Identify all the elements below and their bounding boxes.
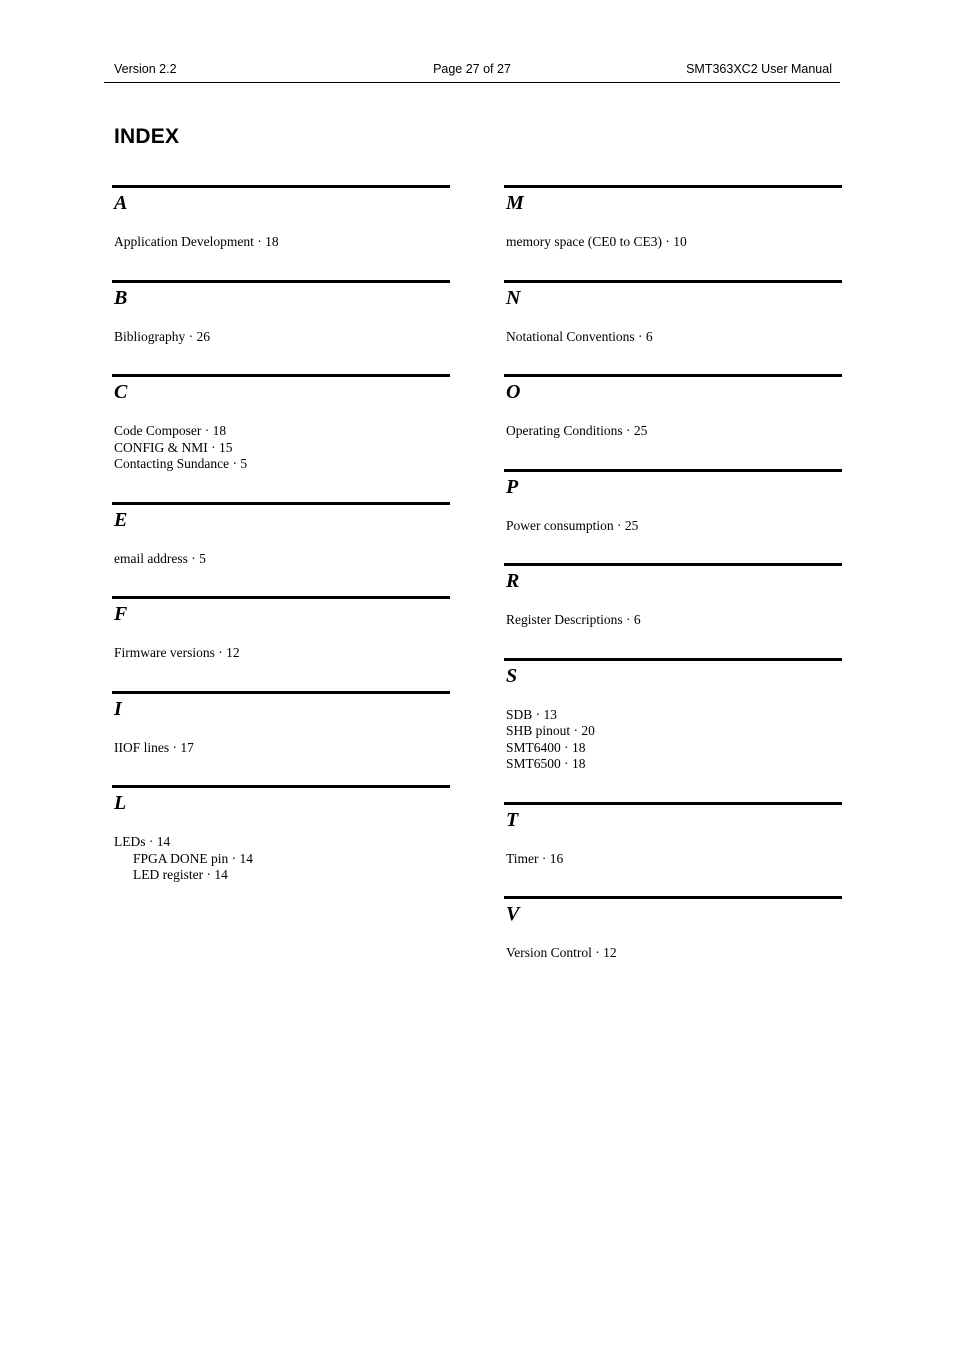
index-entry[interactable]: email address · 5 (114, 550, 206, 566)
index-entry[interactable]: SMT6400 · 18 (506, 739, 586, 755)
section-entries (506, 851, 842, 882)
index-section-l (112, 785, 450, 898)
index-section-n (504, 280, 842, 360)
index-section-b (112, 280, 450, 360)
section-letter: O (506, 381, 521, 403)
index-entry[interactable]: Power consumption · 25 (506, 517, 639, 533)
section-letter: R (506, 570, 520, 592)
index-entry[interactable]: Register Descriptions · 6 (506, 612, 641, 627)
index-section-e (112, 502, 450, 582)
header-version: Version 2.2 (114, 62, 177, 76)
index-section-i (112, 691, 450, 771)
page-title: INDEX (114, 125, 180, 148)
section-entries (506, 423, 842, 454)
index-subentry[interactable]: LED register · 14 (133, 867, 228, 882)
section-entries (114, 645, 450, 676)
index-left-column (112, 185, 450, 913)
index-section-m (504, 185, 842, 265)
section-entries (506, 707, 842, 787)
section-entries (506, 329, 842, 360)
section-letter: M (506, 192, 524, 214)
index-entry[interactable]: Notational Conventions · 6 (506, 328, 653, 344)
section-letter: N (506, 286, 521, 309)
index-entry[interactable]: Code Composer · 18 (114, 423, 227, 438)
index-entry[interactable]: CONFIG & NMI · 15 (114, 439, 233, 455)
section-letter: P (506, 475, 519, 498)
index-entry[interactable]: SMT6500 · 18 (506, 756, 586, 771)
section-letter: V (506, 903, 520, 925)
index-entry[interactable]: Timer · 16 (506, 850, 564, 866)
index-entry[interactable]: Operating Conditions · 25 (506, 423, 648, 438)
index-entry[interactable]: SHB pinout · 20 (506, 723, 595, 738)
header-document-title: SMT363XC2 User Manual (686, 62, 832, 76)
index-entry[interactable]: IIOF lines · 17 (114, 739, 194, 755)
section-letter: B (114, 286, 128, 309)
section-entries (506, 945, 842, 976)
section-letter: C (114, 381, 128, 403)
index-section-t (504, 802, 842, 882)
header-page-number: Page 27 of 27 (433, 62, 511, 76)
index-section-s (504, 658, 842, 787)
section-entries (114, 423, 450, 487)
section-letter: S (506, 664, 518, 687)
index-section-a (112, 185, 450, 265)
section-letter: L (114, 792, 127, 814)
section-entries (114, 329, 450, 360)
index-section-v (504, 896, 842, 976)
index-section-p (504, 469, 842, 549)
index-entry[interactable]: Application Development · 18 (114, 234, 279, 249)
section-letter: T (506, 808, 519, 831)
page-header (104, 60, 840, 83)
index-entry[interactable]: Firmware versions · 12 (114, 645, 240, 660)
section-letter: E (114, 508, 128, 531)
index-entry[interactable]: SDB · 13 (506, 706, 558, 722)
section-letter: F (114, 603, 128, 625)
index-right-column (504, 185, 842, 991)
index-entry[interactable]: LEDs · 14 (114, 834, 171, 849)
index-entry[interactable]: Version Control · 12 (506, 945, 617, 960)
section-entries (506, 612, 842, 643)
index-entry[interactable]: Bibliography · 26 (114, 328, 210, 344)
index-section-r (504, 563, 842, 643)
section-letter: I (114, 697, 122, 720)
index-section-c (112, 374, 450, 487)
index-entry[interactable]: memory space (CE0 to CE3) · 10 (506, 234, 687, 249)
index-subentry[interactable]: FPGA DONE pin · 14 (133, 850, 254, 866)
section-entries (506, 518, 842, 549)
index-section-f (112, 596, 450, 676)
index-section-o (504, 374, 842, 454)
section-entries (114, 740, 450, 771)
section-entries (114, 234, 450, 265)
section-letter: A (114, 192, 128, 214)
section-entries (506, 234, 842, 265)
section-entries (114, 834, 450, 898)
section-entries (114, 551, 450, 582)
index-entry[interactable]: Contacting Sundance · 5 (114, 456, 248, 471)
